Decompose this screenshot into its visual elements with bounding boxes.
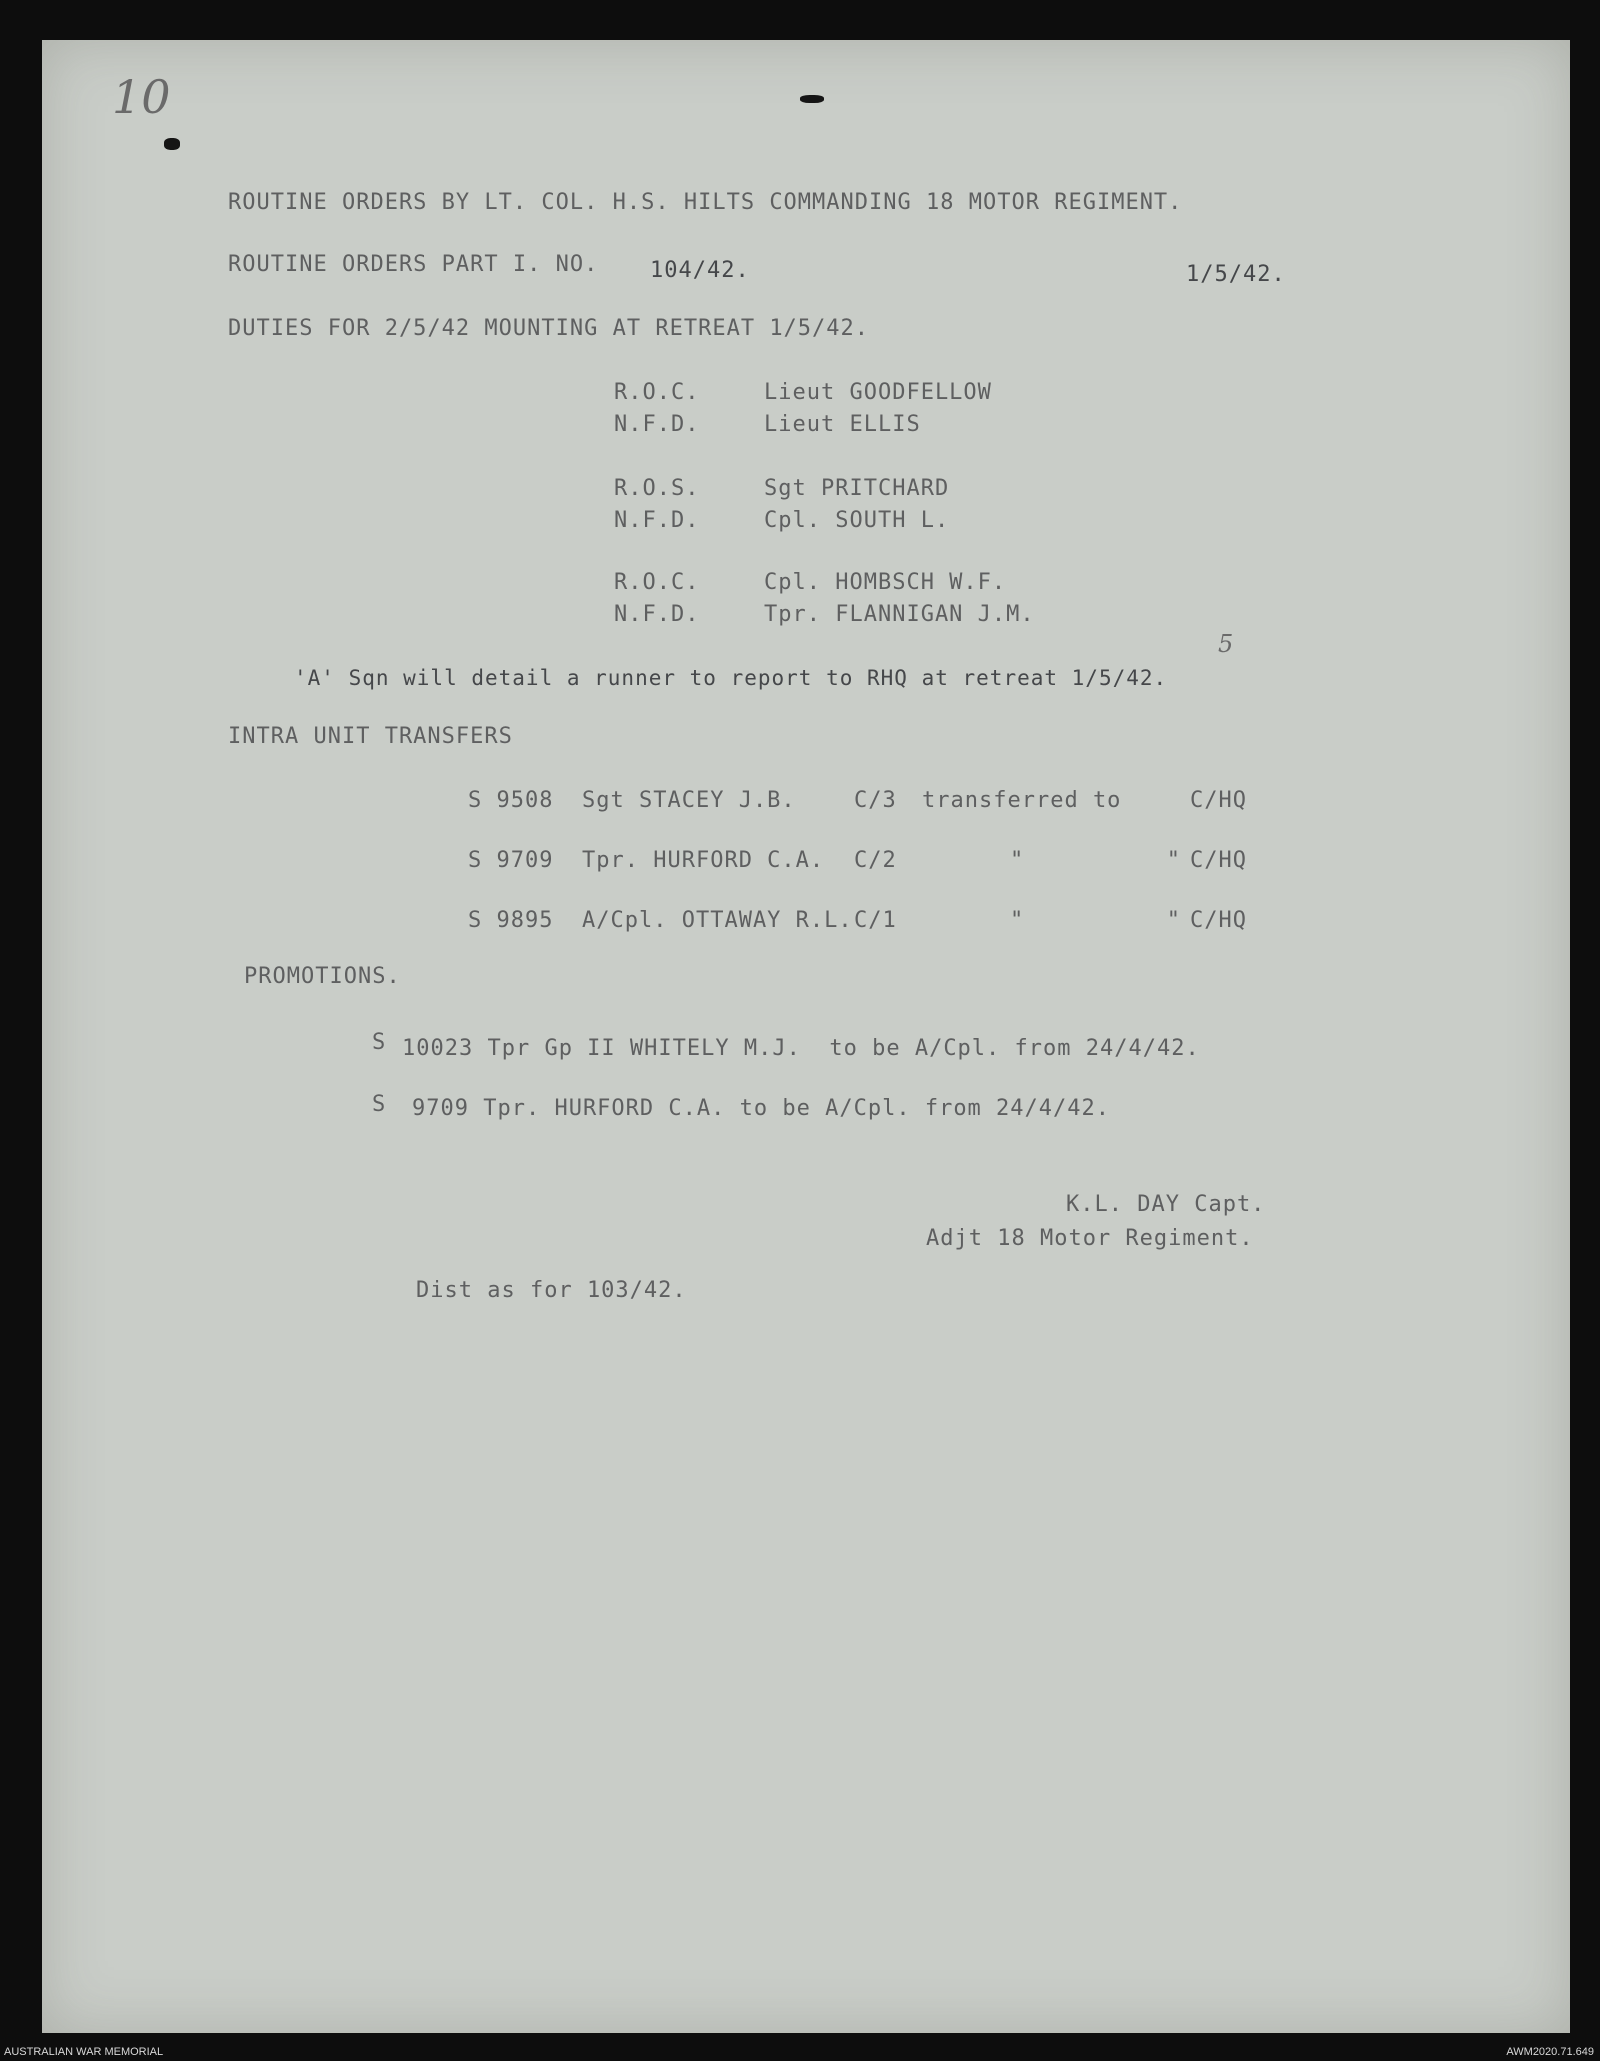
promotion-prefix: S xyxy=(372,1092,387,1117)
duty-role: R.O.C. xyxy=(614,570,700,595)
transfer-name: Tpr. HURFORD C.A. xyxy=(582,848,825,873)
promotion-prefix: S xyxy=(372,1030,387,1055)
duty-name: Cpl. SOUTH L. xyxy=(764,508,950,533)
transfer-from: C/3 xyxy=(854,788,897,813)
signature-title: Adjt 18 Motor Regiment. xyxy=(926,1226,1254,1251)
transfer-name: A/Cpl. OTTAWAY R.L. xyxy=(582,908,853,933)
duty-role: R.O.C. xyxy=(614,380,700,405)
orders-number: 104/42. xyxy=(650,258,750,283)
promotion-text: 10023 Tpr Gp II WHITELY M.J. to be A/Cpl. from 24/4/42. xyxy=(402,1036,1200,1061)
duty-role: N.F.D. xyxy=(614,508,700,533)
archive-reference: AWM2020.71.649 xyxy=(1506,2046,1594,2058)
header-title: ROUTINE ORDERS BY LT. COL. H.S. HILTS COMMANDING 18 MOTOR REGIMENT. xyxy=(228,190,1183,215)
transfer-action: " " xyxy=(1010,908,1181,933)
duties-heading: DUTIES FOR 2/5/42 MOUNTING AT RETREAT 1/5/42. xyxy=(228,316,870,341)
transfer-id: S 9895 xyxy=(468,908,554,933)
duty-name: Lieut GOODFELLOW xyxy=(764,380,992,405)
transfer-id: S 9709 xyxy=(468,848,554,873)
transfers-heading: INTRA UNIT TRANSFERS xyxy=(228,724,513,749)
duty-role: N.F.D. xyxy=(614,412,700,437)
orders-part-label: ROUTINE ORDERS PART I. NO. xyxy=(228,252,599,277)
punch-hole xyxy=(164,138,180,150)
document-page xyxy=(42,40,1570,2033)
handwritten-correction: 5 xyxy=(1218,630,1234,658)
handwritten-number: 10 xyxy=(112,70,171,124)
duty-name: Tpr. FLANNIGAN J.M. xyxy=(764,602,1035,627)
transfer-id: S 9508 xyxy=(468,788,554,813)
transfer-action: " " xyxy=(1010,848,1181,873)
duty-name: Cpl. HOMBSCH W.F. xyxy=(764,570,1007,595)
promotions-heading: PROMOTIONS. xyxy=(244,964,401,989)
runner-note: 'A' Sqn will detail a runner to report to RHQ at retreat 1/5/42. xyxy=(294,666,1168,690)
transfer-name: Sgt STACEY J.B. xyxy=(582,788,796,813)
duty-name: Sgt PRITCHARD xyxy=(764,476,950,501)
distribution-note: Dist as for 103/42. xyxy=(416,1278,687,1303)
orders-date: 1/5/42. xyxy=(1186,262,1286,287)
duty-role: R.O.S. xyxy=(614,476,700,501)
promotion-text: 9709 Tpr. HURFORD C.A. to be A/Cpl. from 24/4/42. xyxy=(412,1096,1111,1121)
transfer-to: C/HQ xyxy=(1190,788,1247,813)
transfer-to: C/HQ xyxy=(1190,908,1247,933)
archive-credit: AUSTRALIAN WAR MEMORIAL xyxy=(4,2046,164,2058)
duty-role: N.F.D. xyxy=(614,602,700,627)
transfer-from: C/1 xyxy=(854,908,897,933)
signature-name: K.L. DAY Capt. xyxy=(1066,1192,1266,1217)
transfer-action: transferred to xyxy=(922,788,1122,813)
transfer-to: C/HQ xyxy=(1190,848,1247,873)
punch-hole xyxy=(800,95,824,103)
transfer-from: C/2 xyxy=(854,848,897,873)
duty-name: Lieut ELLIS xyxy=(764,412,921,437)
